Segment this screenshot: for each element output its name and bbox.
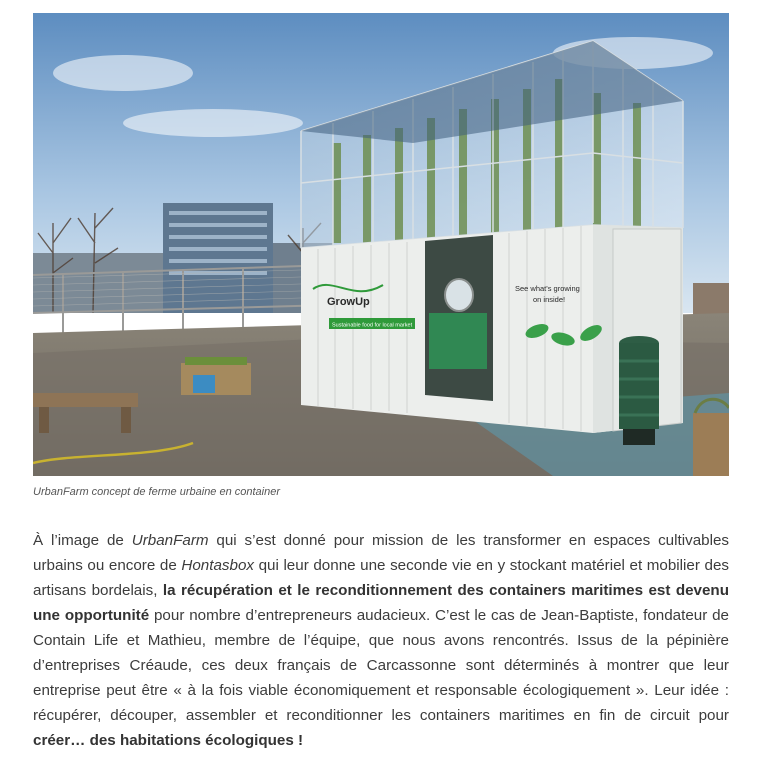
article-text-2: qui s’est donné pour mission de les transformer en espaces cultivables urbains ou encore de [33,532,729,574]
article-text-4: pour nombre d’entrepreneurs audacieux. C’est le cas de Jean-Baptiste, fondateur de Contain Life et Mathieu, membre de l’équipe, que nous avons rencontrés. Issus de la pépinière d’entreprises Créaude, ces deux français de Carcassonne sont déterminés à montrer que leur entreprise peut être « à la fois viable économiquement et responsable écologiquement ». Leur idée : récupérer, découper, assembler et reconditionner les containers maritimes en fin de circuit pour [33,607,729,724]
article-paragraph [33,528,729,753]
urbanfarm-emphasis: UrbanFarm [131,532,209,549]
article-highlight-1: la récupération et le reconditionnement des containers maritimes est devenu une opportunité [33,582,729,624]
right-planter [693,413,729,476]
slogan-label: Sustainable food for local market [332,322,413,329]
urbanfarm-container-photo [33,13,729,476]
brand-label: GrowUp [327,296,370,308]
article-text-3: qui leur donne une seconde vie en y stockant matériel et mobilier des artisans bordelais, [33,557,729,599]
article-photo [33,13,729,476]
door-text-line2: on inside! [533,295,566,304]
photo-caption: UrbanFarm concept de ferme urbaine en container [33,486,281,498]
planter-box [181,357,251,395]
article-text-1: À l’image de [33,532,132,549]
door-text-line1: See what's growing [515,284,580,293]
article-highlight-2: créer… des habitations écologiques ! [33,732,304,749]
hontasbox-emphasis: Hontasbox [181,557,254,574]
water-tank [619,336,659,445]
